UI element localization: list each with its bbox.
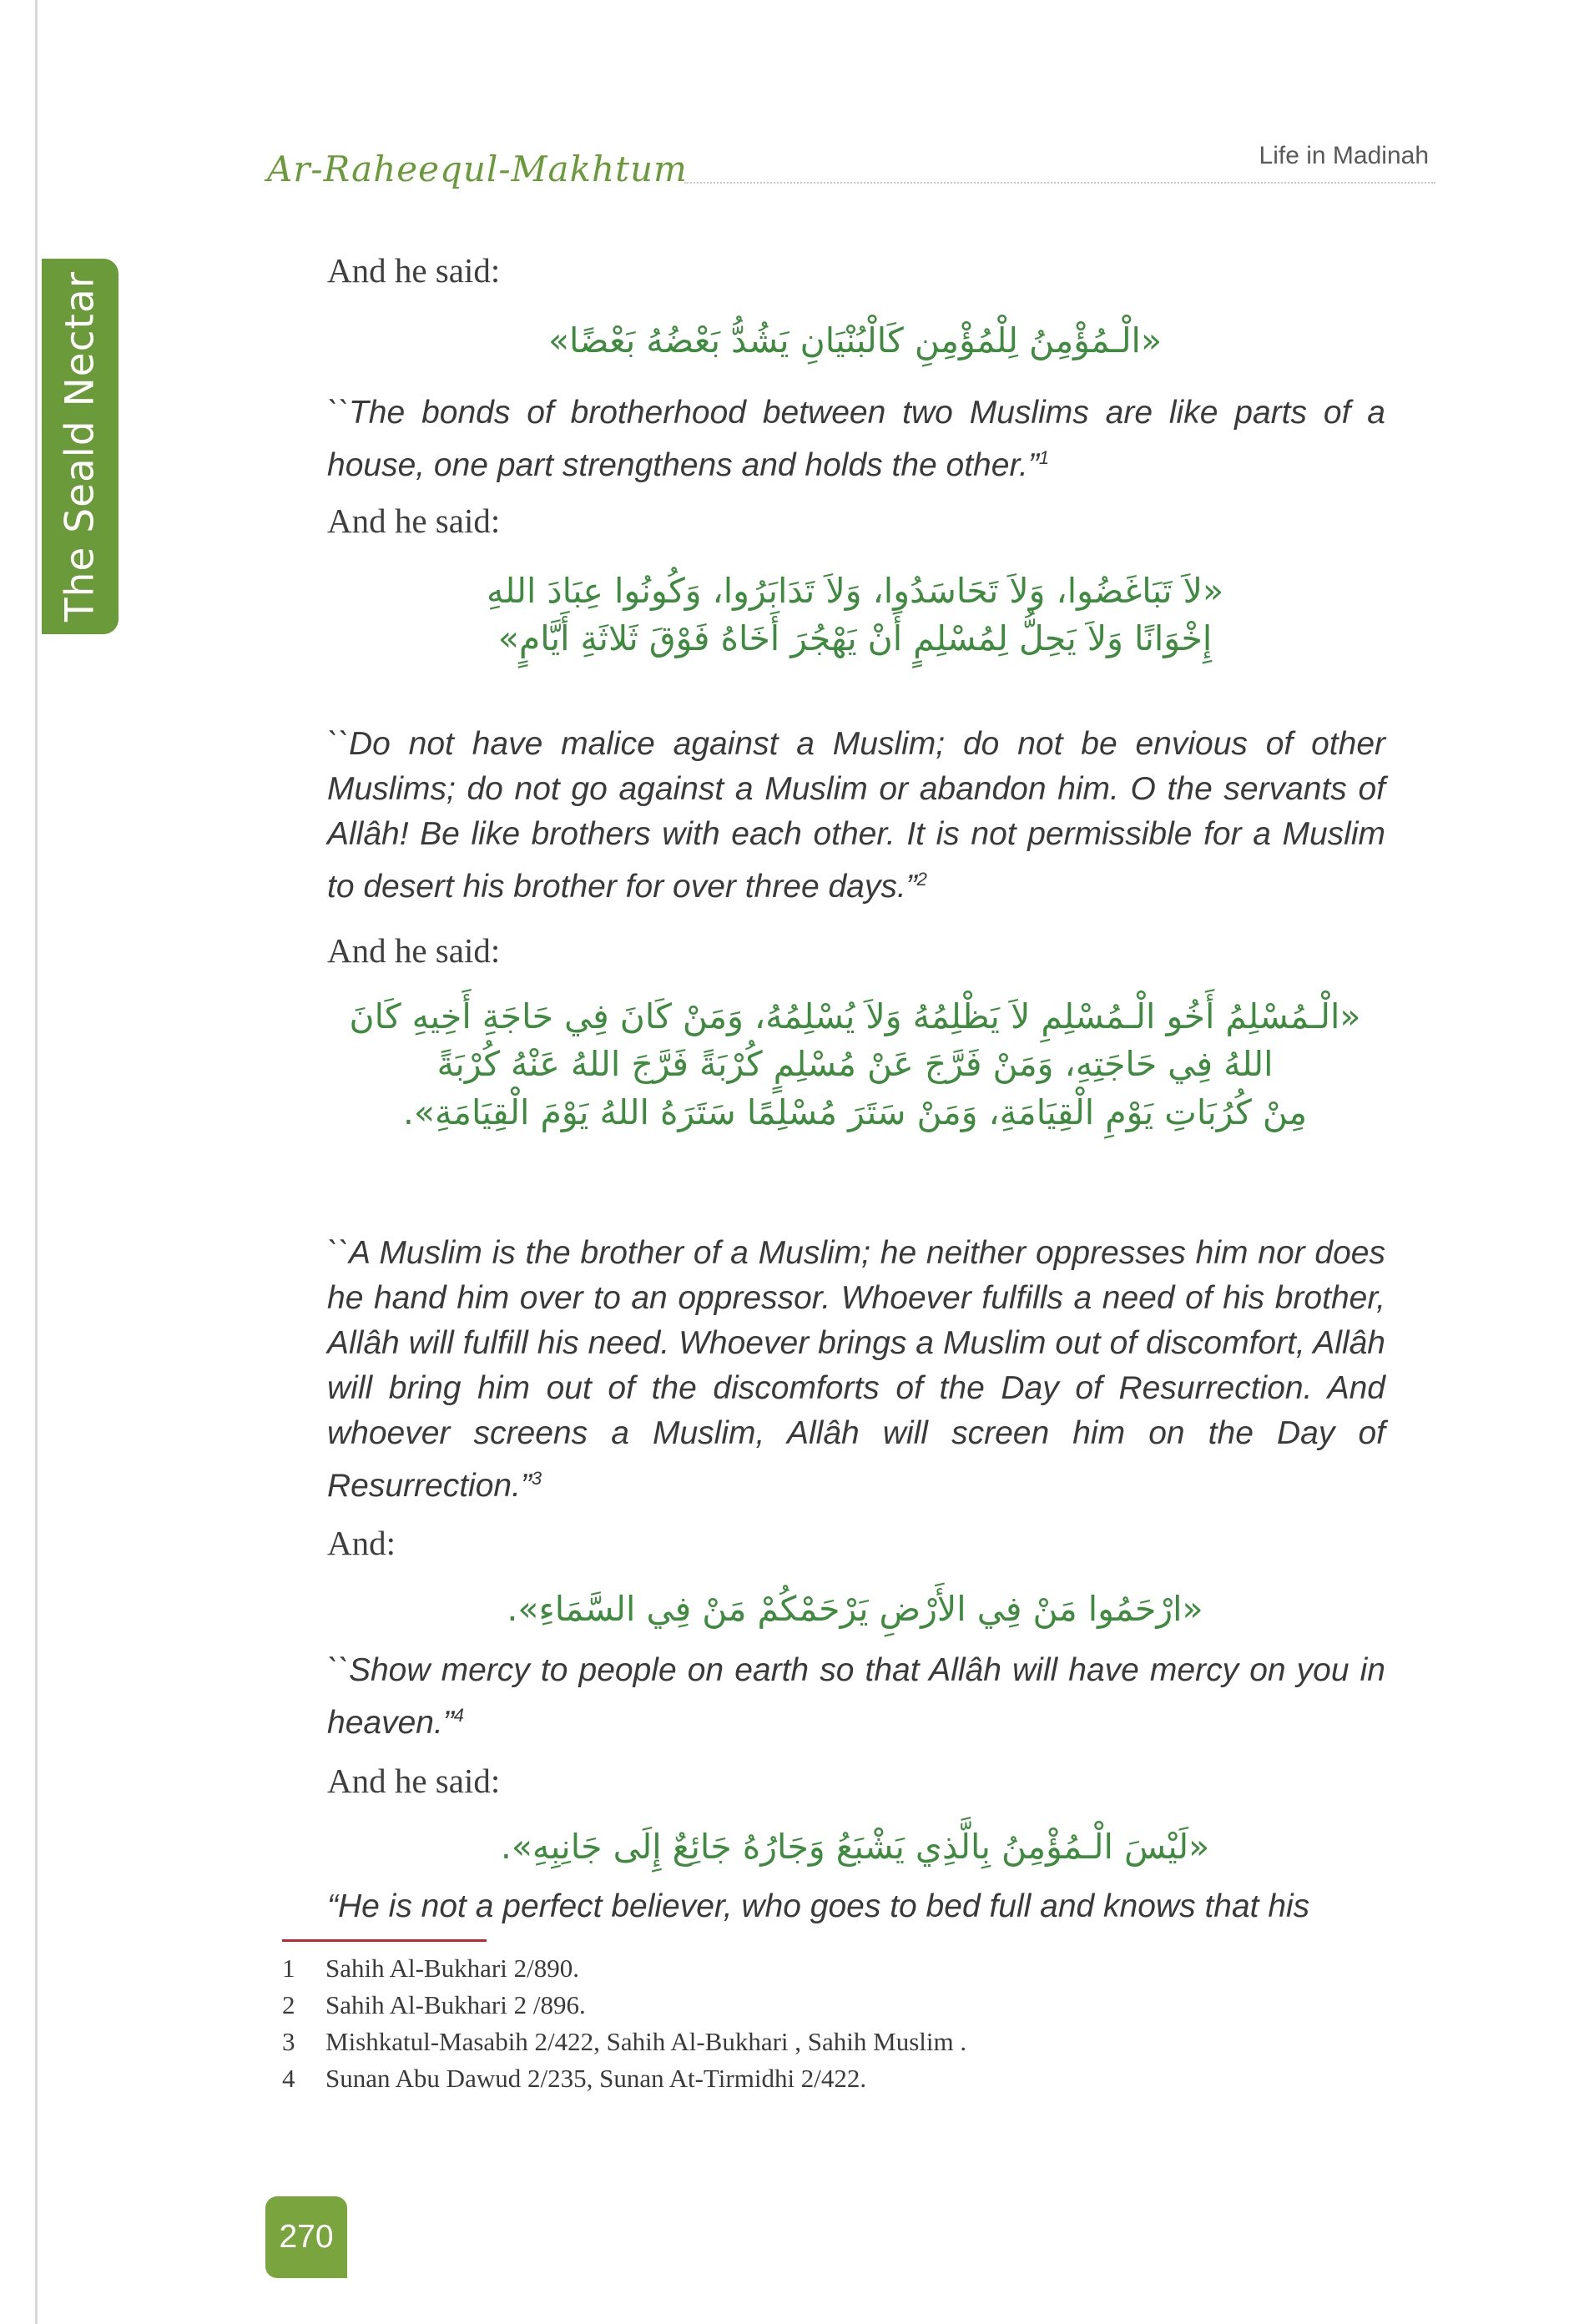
hadith-translation: ``A Muslim is the brother of a Muslim; he neither oppresses him nor does he hand him over to an oppressor. Whoever fulfills a need of his brother, Allâh will fulfill his need. Whoever brings a Muslim out of discomfort, Allâh will bring him out of the discomforts of the Day of Resurrection. And whoever screens a Muslim, Allâh will screen him on the Day of Resurrection.”$^3$ — [327, 1235, 1385, 1504]
page-spine — [35, 0, 38, 2324]
narration-intro: And: — [327, 1524, 396, 1562]
arabic-line: إِخْوَانًا وَلاَ يَحِلُّ لِمُسْلِمٍ أَنْ يَهْجُرَ أَخَاهُ فَوْقَ ثَلاثَةِ أَيَّامٍ» — [497, 618, 1213, 659]
footnote-ref: 4 — [453, 1705, 465, 1726]
narration-intro: And he said: — [327, 931, 501, 970]
arabic-hadith — [327, 993, 1383, 1137]
arabic-line: «الْـمُسْلِمُ أَخُو الْـمُسْلِمِ لاَ يَظْلِمُهُ وَلاَ يُسْلِمُهُ، وَمَنْ كَانَ فِي حَاجَةِ أَخِيهِ كَانَ — [349, 996, 1361, 1036]
arabic-hadith: «الْـمُؤْمِنُ لِلْمُؤْمِنِ كَالْبُنْيَانِ يَشُدُّ بَعْضُهُ بَعْضًا» — [547, 320, 1163, 360]
narration-intro: And he said: — [327, 1762, 501, 1800]
arabic-hadith: «ارْحَمُوا مَنْ فِي الأَرْضِ يَرْحَمْكُمْ مَنْ فِي السَّمَاءِ». — [507, 1589, 1203, 1629]
hadith-translation: ``The bonds of brotherhood between two Muslims are like parts of a house, one part strengthens and holds the other.”$^1$ — [327, 395, 1385, 483]
header-dotted-rule — [684, 182, 1435, 184]
footnote-rule — [282, 1939, 487, 1942]
hadith-translation: ``Show mercy to people on earth so that Allâh will have mercy on you in heaven.”$^4$ — [327, 1652, 1385, 1741]
arabic-line: مِنْ كُرُبَاتِ يَوْمِ الْقِيَامَةِ، وَمَنْ سَتَرَ مُسْلِمًا سَتَرَهُ اللهُ يَوْمَ الْقِيَامَةِ». — [402, 1091, 1308, 1132]
page-number: 270 — [265, 2196, 347, 2278]
side-tab — [42, 259, 119, 634]
footnotes — [282, 1950, 966, 2097]
arabic-line: اللهُ فِي حَاجَتِهِ، وَمَنْ فَرَّجَ عَنْ مُسْلِمٍ كُرْبَةً فَرَّجَ اللهُ عَنْهُ كُرْبَةً — [436, 1044, 1274, 1085]
footnote-item: 4 Sunan Abu Dawud 2/235, Sunan At-Tirmidhi 2/422. — [282, 2064, 867, 2093]
footnote-item: 2 Sahih Al-Bukhari 2 /896. — [282, 1990, 586, 2019]
side-tab-label: The Seald Nectar — [57, 270, 103, 623]
header-section-title: Life in Madinah — [1259, 142, 1429, 169]
arabic-hadith — [327, 567, 1383, 663]
header-book-title: Ar-Raheequl-Makhtum — [267, 149, 688, 189]
narration-intro: And he said: — [327, 251, 501, 290]
footnote-item: 3 Mishkatul-Masabih 2/422, Sahih Al-Bukhari , Sahih Muslim . — [282, 2027, 967, 2056]
arabic-line: «لاَ تَبَاغَضُوا، وَلاَ تَحَاسَدُوا، وَلاَ تَدَابَرُوا، وَكُونُوا عِبَادَ اللهِ — [486, 571, 1224, 611]
hadith-translation: ``Do not have malice against a Muslim; do not be envious of other Muslims; do not go against a Muslim or abandon him. O the servants of Allâh! Be like brothers with each other. It is not permissible for a Muslim to desert his brother for over three days.”$^2$ — [327, 726, 1385, 905]
narration-intro: And he said: — [327, 502, 501, 540]
footnote-ref: 3 — [531, 1468, 542, 1489]
footnote-ref: 1 — [1038, 447, 1050, 468]
footnote-ref: 2 — [916, 869, 927, 890]
arabic-hadith: «لَيْسَ الْـمُؤْمِنُ بِالَّذِي يَشْبَعُ وَجَارُهُ جَائِعٌ إِلَى جَانِبِهِ». — [500, 1827, 1210, 1867]
footnote-item: 1 Sahih Al-Bukhari 2/890. — [282, 1953, 579, 1983]
hadith-translation: “He is not a perfect believer, who goes to bed full and knows that his — [327, 1888, 1310, 1924]
